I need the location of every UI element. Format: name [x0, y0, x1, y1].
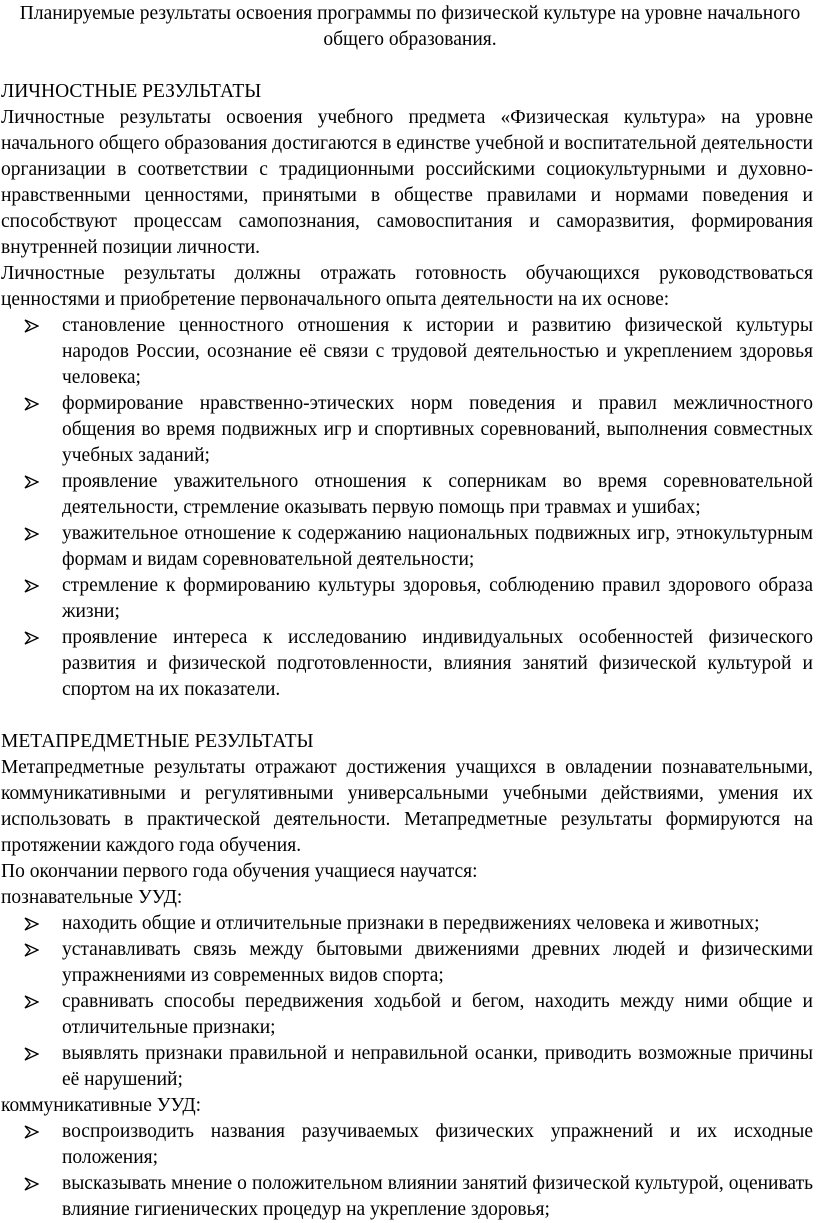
- list-item-text: проявление интереса к исследованию индивидуальных особенностей физического развития и физической подготовленности, влияния занятий физической культурой и спортом на их показатели.: [62, 627, 813, 700]
- list-item: [62, 937, 813, 989]
- list-item: [62, 573, 813, 625]
- arrowhead-bullet-icon: [24, 631, 39, 645]
- list-item: [62, 391, 813, 469]
- list-item: [62, 1171, 813, 1223]
- arrowhead-bullet-icon: [24, 475, 39, 489]
- personal-results-heading: ЛИЧНОСТНЫЕ РЕЗУЛЬТАТЫ: [1, 81, 262, 102]
- spacer: [1, 703, 813, 729]
- list-item: [62, 313, 813, 391]
- arrowhead-bullet-icon: [24, 1177, 39, 1191]
- meta-results-paragraph: Метапредметные результаты отражают достижения учащихся в овладении познавательными, коммуникативными и регулятивными универсальными учебными действиями, умения их использовать в практической деятельности. Метапредметные результаты формируются на протяжении каждого года обучения.: [1, 757, 813, 856]
- personal-results-list: [1, 313, 813, 703]
- list-item-text: формирование нравственно-этических норм поведения и правил межличностного общения во время подвижных игр и спортивных соревнований, выполнения совместных учебных заданий;: [62, 393, 813, 466]
- list-item-text: выявлять признаки правильной и неправильной осанки, приводить возможные причины её нарушений;: [62, 1043, 813, 1090]
- list-item-text: воспроизводить названия разучиваемых физических упражнений и их исходные положения;: [62, 1121, 813, 1168]
- list-item: [62, 521, 813, 573]
- list-item-text: уважительное отношение к содержанию национальных подвижных игр, этнокультурным формам и видам соревновательной деятельности;: [62, 523, 813, 570]
- spacer: [1, 53, 813, 79]
- arrowhead-bullet-icon: [24, 397, 39, 411]
- arrowhead-bullet-icon: [24, 527, 39, 541]
- list-item-text: находить общие и отличительные признаки в передвижениях человека и животных;: [62, 913, 760, 934]
- list-item: [62, 1041, 813, 1093]
- communicative-uud-list: [1, 1119, 813, 1223]
- document-title: Планируемые результаты освоения программы по физической культуре на уровне начального общего образования.: [19, 3, 801, 50]
- arrowhead-bullet-icon: [24, 579, 39, 593]
- cognitive-uud-label: познавательные УУД:: [1, 887, 183, 908]
- communicative-uud-label: коммуникативные УУД:: [1, 1095, 202, 1116]
- meta-results-heading: МЕТАПРЕДМЕТНЫЕ РЕЗУЛЬТАТЫ: [1, 731, 314, 752]
- arrowhead-bullet-icon: [24, 943, 39, 957]
- arrowhead-bullet-icon: [24, 917, 39, 931]
- personal-results-paragraph: Личностные результаты освоения учебного предмета «Физическая культура» на уровне начального общего образования достигаются в единстве учебной и воспитательной деятельности организации в соответствии с традиционными российскими социокультурными и духовно-нравственными ценностями, принятыми в обществе правилами и нормами поведения и способствуют процессам самопознания, самовоспитания и саморазвития, формирования внутренней позиции личности.: [1, 107, 813, 258]
- cognitive-uud-list: [1, 911, 813, 1093]
- list-item: [62, 469, 813, 521]
- list-item: [62, 1119, 813, 1171]
- arrowhead-bullet-icon: [24, 319, 39, 333]
- personal-results-intro: Личностные результаты должны отражать готовность обучающихся руководствоваться ценностями и приобретение первоначального опыта деятельности на их основе:: [1, 263, 813, 310]
- arrowhead-bullet-icon: [24, 1125, 39, 1139]
- arrowhead-bullet-icon: [24, 995, 39, 1009]
- list-item: [62, 911, 813, 937]
- list-item-text: сравнивать способы передвижения ходьбой и бегом, находить между ними общие и отличительные признаки;: [62, 991, 813, 1038]
- arrowhead-bullet-icon: [24, 1047, 39, 1061]
- meta-results-first-year: По окончании первого года обучения учащиеся научатся:: [1, 861, 478, 882]
- document-page: [1, 0, 813, 1223]
- list-item-text: становление ценностного отношения к истории и развитию физической культуры народов России, осознание её связи с трудовой деятельностью и укреплением здоровья человека;: [62, 315, 813, 388]
- list-item-text: проявление уважительного отношения к соперникам во время соревновательной деятельности, стремление оказывать первую помощь при травмах и ушибах;: [62, 471, 813, 518]
- list-item-text: устанавливать связь между бытовыми движениями древних людей и физическими упражнениями из современных видов спорта;: [62, 939, 813, 986]
- list-item: [62, 989, 813, 1041]
- list-item: [62, 625, 813, 703]
- list-item-text: высказывать мнение о положительном влиянии занятий физической культурой, оценивать влияние гигиенических процедур на укрепление здоровья;: [62, 1173, 813, 1220]
- list-item-text: стремление к формированию культуры здоровья, соблюдению правил здорового образа жизни;: [62, 575, 813, 622]
